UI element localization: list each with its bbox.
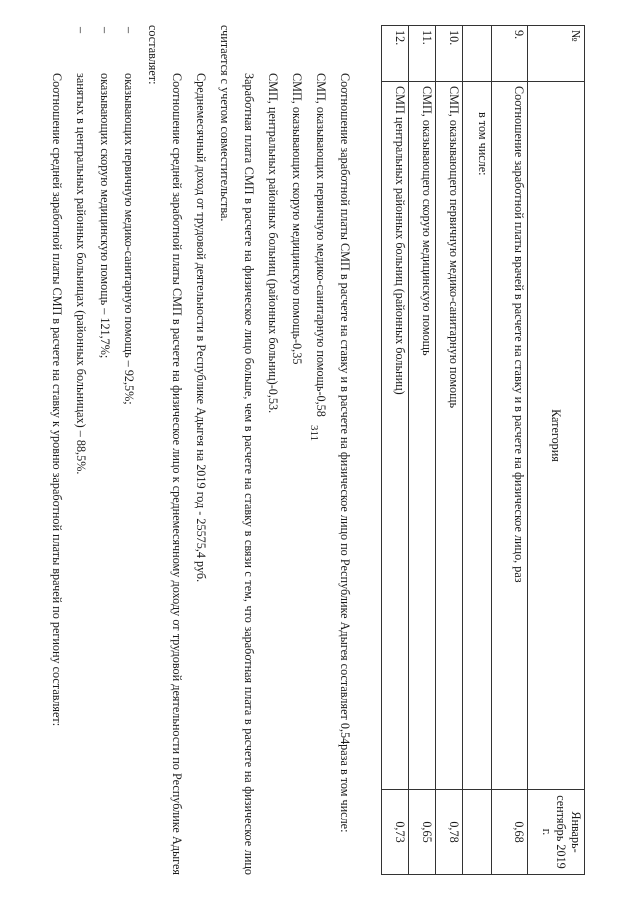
table-row [492,26,528,875]
row-category: СМП, оказывающего первичную медико-санитарную помощь [436,82,463,790]
header-period: Январь-сентябрь 2019 г. [528,790,585,875]
header-num: № [528,26,585,82]
row-num: 9. [492,26,528,82]
list-item: – занятых в центральных районных больницах (районных больницах) – 88,5%. [74,27,88,475]
row-value: 0,78 [436,790,463,875]
row-category: в том числе: [463,82,492,790]
salary-ratio-table [381,25,585,875]
list-item: СМП, оказывающих скорую медицинскую помощь-0,35 [290,73,304,365]
list-item: СМП, оказывающих первичную медико-санитарную помощь-0,58 [314,73,328,417]
page-number: 311 [308,424,321,442]
row-category: СМП центральных районных больниц (районных больниц) [382,82,409,790]
income-ratio-list [69,25,141,875]
rotated-page-content [5,25,585,875]
row-num: 12. [382,26,409,82]
table-header-row [528,26,585,875]
list-item: – оказывающих скорую медицинскую помощь – 121,7%; [98,27,112,359]
table-row [463,26,492,875]
row-num: 11. [409,26,436,82]
table-row [436,26,463,875]
row-value: 0,65 [409,790,436,875]
row-category: СМП, оказывающего скорую медицинскую помощь [409,82,436,790]
list-item: СМП, центральных районных больниц (районных больниц)-0,53. [266,73,280,414]
body-text [45,25,357,875]
table-row [409,26,436,875]
row-num: 10. [436,26,463,82]
paragraph-income: Среднемесячный доход от трудовой деятельности в Республике Адыгея на 2019 год - 25575,4 руб. [194,73,208,583]
paragraph-salary-ratio: Соотношение заработной платы СМП в расчете на ставку и в расчете на физическое лицо по Республике Адыгея составляет 0,54раза в том числе: [338,73,352,833]
table-row [382,26,409,875]
row-value: 0,73 [382,790,409,875]
row-value [463,790,492,875]
header-category: Категория [528,82,585,790]
row-value: 0,68 [492,790,528,875]
paragraph-explanation: Заработная плата СМП в расчете на физическое лицо больше, чем в расчете на ставку в связи с тем, что заработная плата в расчете на физическое лицо считается с учетом совместительства. [218,25,256,875]
paragraph-income-ratio: Соотношение средней заработной платы СМП в расчете на физическое лицо к среднемесячному доходу от трудовой деятельности по Республике Адыгея составляет: [146,25,184,875]
row-category: Соотношение заработной платы врачей в расчете на ставку и в расчете на физическое лицо, раз [492,82,528,790]
row-num [463,26,492,82]
paragraph-rate-ratio: Соотношение средней заработной платы СМП в расчете на ставку к уровню заработной платы врачей по региону составляет: [50,73,64,727]
list-item: – оказывающих первичную медико-санитарную помощь – 92,5%; [122,27,136,405]
